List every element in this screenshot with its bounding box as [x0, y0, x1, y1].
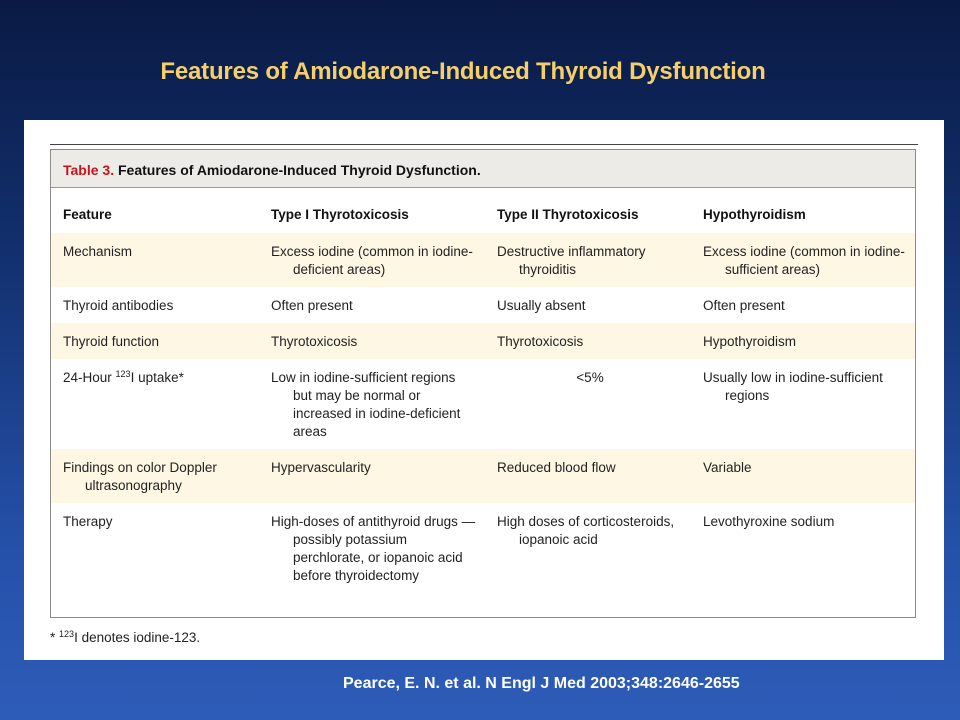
table-row [51, 233, 916, 287]
table-cell: 24-Hour $^{123}$I uptake* [63, 369, 184, 385]
table-cell: Thyrotoxicosis [271, 334, 358, 349]
table-cell: Excess iodine (common in iodine-sufficient areas) [703, 244, 905, 277]
top-rule [50, 144, 918, 145]
table-row [51, 449, 916, 503]
header-type-2: Type II Thyrotoxicosis [497, 207, 639, 222]
table-row [51, 359, 916, 449]
table-cell: Mechanism [63, 244, 133, 259]
citation: Pearce, E. N. et al. N Engl J Med 2003;348:2646-2655 [343, 675, 740, 692]
table-cell: Often present [271, 298, 353, 313]
table-caption [51, 150, 915, 188]
table-cell: High-doses of antithyroid drugs — possibly potassium perchlorate, or iopanoic acid before thyroidectomy [271, 514, 476, 583]
table-cell: Variable [703, 460, 752, 475]
table-cell: Usually absent [497, 298, 586, 313]
features-table [51, 188, 916, 593]
table-cell: Often present [703, 298, 785, 313]
table-cell: Usually low in iodine-sufficient regions [703, 370, 883, 403]
table-cell: Findings on color Doppler ultrasonography [63, 460, 217, 493]
header-type-1: Type I Thyrotoxicosis [271, 207, 409, 222]
table-cell: Thyroid function [63, 334, 160, 349]
table-caption-number: Table 3. [63, 162, 115, 178]
table-cell: Reduced blood flow [497, 460, 616, 475]
table-cell: Hypothyroidism [703, 334, 797, 349]
table-row [51, 503, 916, 593]
table-cell: Therapy [63, 514, 113, 529]
table-row [51, 323, 916, 359]
header-hypothyroidism: Hypothyroidism [703, 207, 806, 222]
table-cell: Thyrotoxicosis [497, 334, 584, 349]
table-cell: Thyroid antibodies [63, 298, 174, 313]
header-feature: Feature [63, 207, 112, 222]
table-footnote: * $^{123}$I denotes iodine-123. [50, 629, 201, 645]
table-cell: Levothyroxine sodium [703, 514, 835, 529]
table-cell: High doses of corticosteroids, iopanoic acid [497, 514, 675, 547]
table-cell: Low in iodine-sufficient regions but may be normal or increased in iodine-deficient areas [271, 370, 461, 439]
table-image-panel [24, 120, 944, 660]
table-cell: Excess iodine (common in iodine-deficient areas) [271, 244, 473, 277]
features-table-box [50, 149, 916, 618]
table-cell: Destructive inflammatory thyroiditis [497, 244, 646, 277]
table-header-row [51, 188, 916, 233]
slide-title: Features of Amiodarone-Induced Thyroid Dysfunction [160, 58, 766, 85]
table-caption-text: Features of Amiodarone-Induced Thyroid Dysfunction. [117, 162, 481, 178]
table-cell: Hypervascularity [271, 460, 371, 475]
table-row [51, 287, 916, 323]
table-cell: <5% [576, 370, 604, 385]
